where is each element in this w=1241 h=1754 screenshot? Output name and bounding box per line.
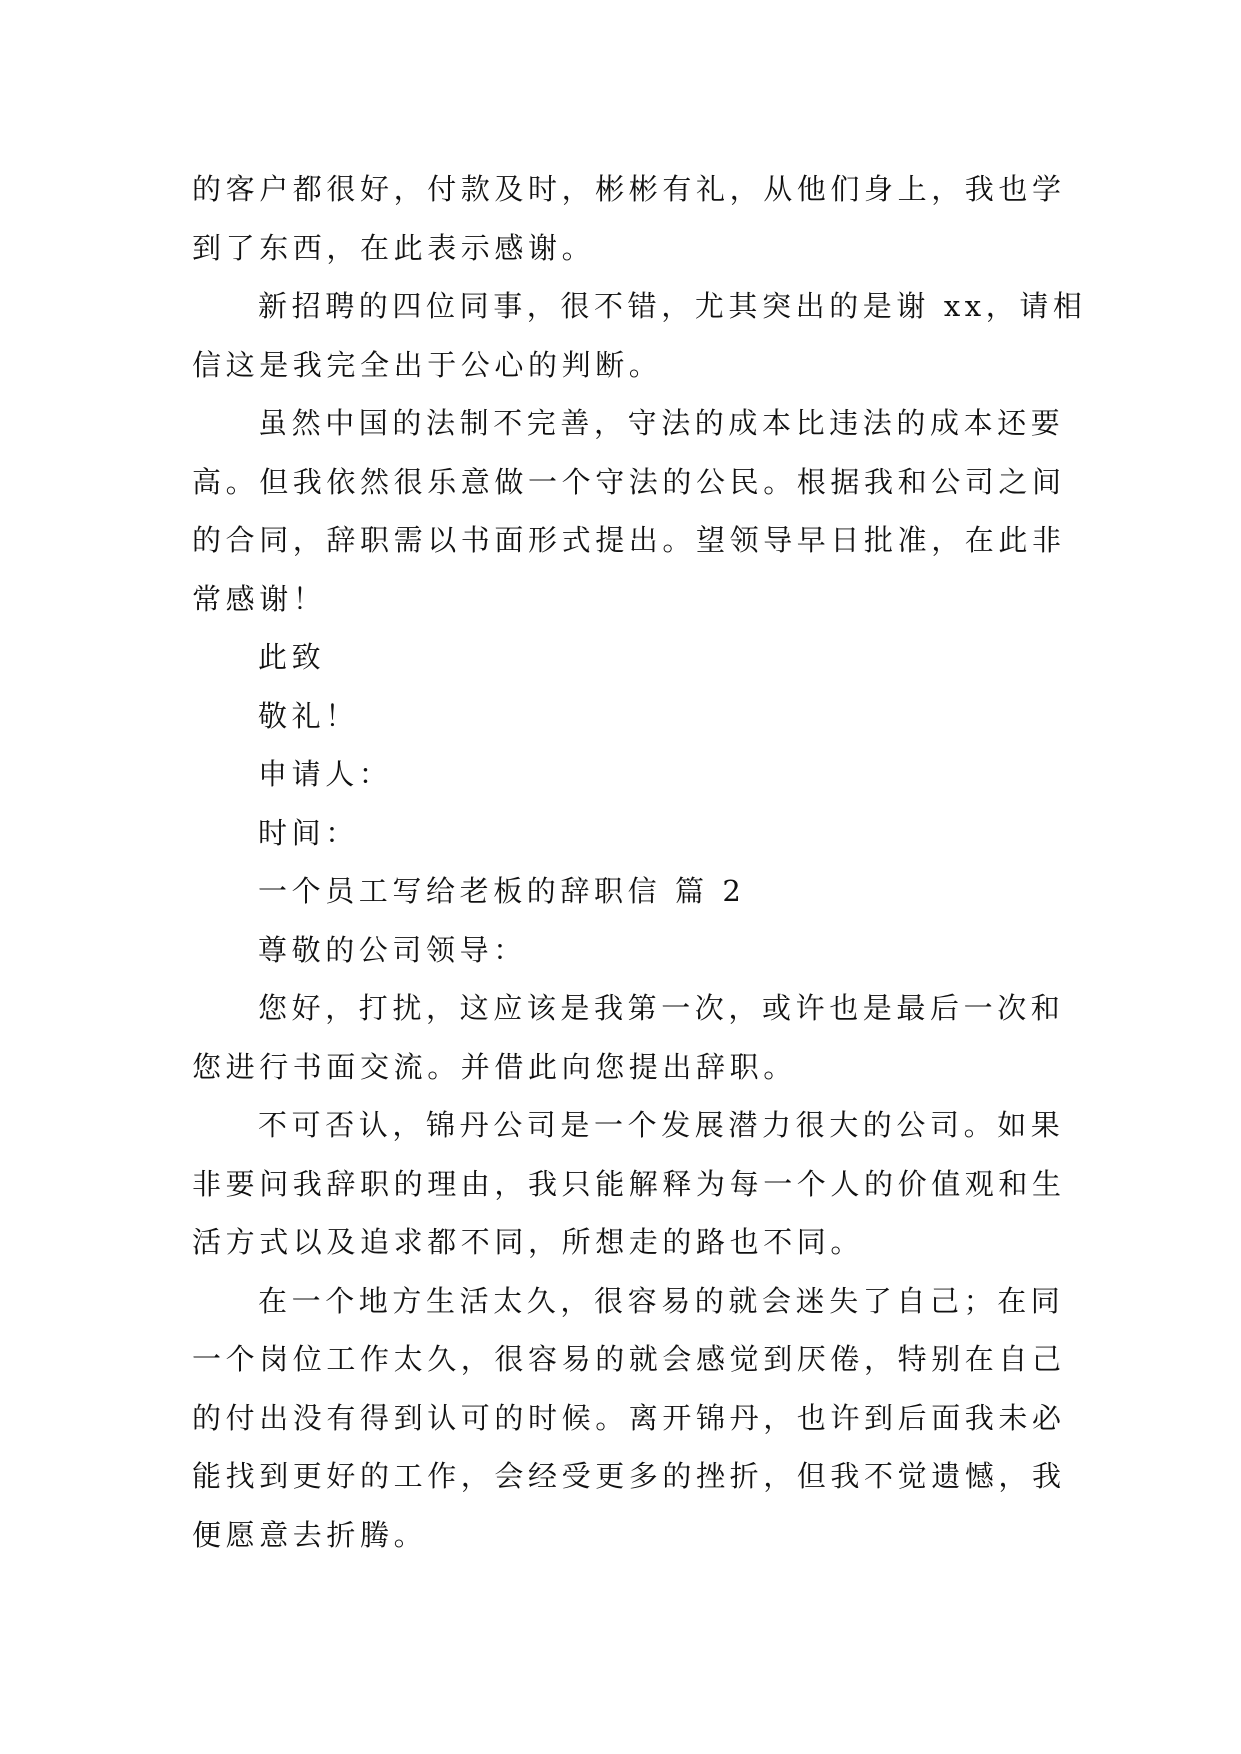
text-line: 在一个地方生活太久，很容易的就会迷失了自己；在同	[258, 1283, 1065, 1318]
text-line: 常感谢！	[192, 581, 327, 616]
text-line: 不可否认，锦丹公司是一个发展潜力很大的公司。如果	[258, 1108, 1065, 1142]
document-body	[192, 160, 1087, 1564]
applicant-label: 申请人：	[258, 757, 393, 791]
text-line: 您好，打扰，这应该是我第一次，或许也是最后一次和	[258, 991, 1065, 1025]
text-line: 到了东西，在此表示感谢。	[192, 230, 596, 265]
text-line: 虽然中国的法制不完善，守法的成本比违法的成本还要	[258, 406, 1065, 440]
text-line: 的付出没有得到认可的时候。离开锦丹，也许到后面我未必	[192, 1400, 1066, 1435]
text-line: 活方式以及追求都不同，所想走的路也不同。	[192, 1225, 865, 1259]
text-line: 的客户都很好，付款及时，彬彬有礼，从他们身上，我也学	[192, 172, 1066, 206]
text-line: 一个岗位工作太久，很容易的就会感觉到厌倦，特别在自己	[192, 1342, 1066, 1376]
closing-salutation: 此致	[258, 640, 326, 674]
text-line: 非要问我辞职的理由，我只能解释为每一个人的价值观和生	[192, 1166, 1066, 1201]
text-line: 的合同，辞职需以书面形式提出。望领导早日批准，在此非	[192, 523, 1066, 557]
text-line: 能找到更好的工作，会经受更多的挫折，但我不觉遗憾，我	[192, 1459, 1066, 1493]
text-line: 新招聘的四位同事，很不错，尤其突出的是谢 xx，请相	[258, 289, 1087, 323]
closing-regards: 敬礼！	[258, 698, 359, 733]
section-heading: 一个员工写给老板的辞职信 篇 2	[258, 874, 746, 908]
text-line: 便愿意去折腾。	[192, 1517, 428, 1552]
greeting: 尊敬的公司领导：	[258, 932, 527, 967]
text-line: 高。但我依然很乐意做一个守法的公民。根据我和公司之间	[192, 464, 1066, 499]
text-line: 信这是我完全出于公心的判断。	[192, 347, 663, 382]
text-line: 您进行书面交流。并借此向您提出辞职。	[192, 1049, 797, 1084]
date-label: 时间：	[258, 815, 359, 850]
